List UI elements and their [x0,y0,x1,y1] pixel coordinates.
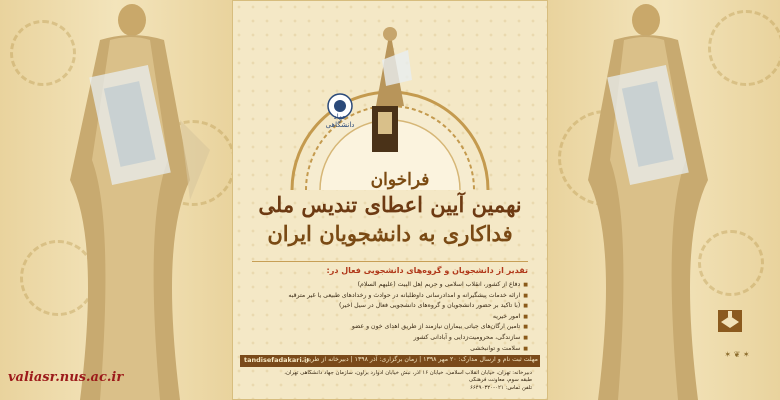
left-decor-panel [0,0,232,400]
list-item: ■ (با تاکید بر حضور دانشجویان و گروه‌های دانشجویی فعال در سیل اخیر) [252,301,528,312]
poster-title-line2: فداکاری به دانشجویان ایران [267,221,513,246]
divider [252,261,528,262]
poster-title-line1: نهمین آیین اعطای تندیس ملی [258,192,522,217]
trophy-statue-image [40,0,220,400]
list-item: ■ دفاع از کشور، انقلاب اسلامی و حریم اهل البیت (علیهم السلام) [252,280,528,291]
callout-heading: فراخوان [370,170,430,190]
book-emblem-icon [716,306,744,336]
ornamental-medallion [272,20,508,190]
trophy-statue-image [558,0,738,400]
list-item: ■ سلامت و توانبخشی [252,344,528,355]
phone-number: تلفن تماس: ۰۲۱-۶۶۴۹۰۳۲۰ [469,384,532,391]
list-item: ■ ارائه خدمات پیشگیرانه و امدادرسانی داوطلبانه در حوادث و رخدادهای طبیعی یا غیر مترقبه [252,291,528,302]
calligraphy-logo: ✶ ❦ ✶ [724,350,750,359]
address-line: دبیرخانه: تهران، خیابان انقلاب اسلامی، خیابان ۱۶ آذر، نبش خیابان ادوارد براون، سازمان جهاد دانشگاهی تهران، [284,370,532,376]
site-watermark[interactable]: valiasr.nus.ac.ir [8,370,124,385]
logo-caption: جهاد دانشگاهی [325,113,355,129]
deadline-text: مهلت ثبت نام و ارسال مدارک: ۲۰ مهر ۱۳۹۸ | زمان برگزاری: آذر ۱۳۹۸ | دبیرخانه از طریق: [302,356,538,363]
list-item: ■ سازندگی، محرومیت‌زدایی و آبادانی کشور [252,333,528,344]
secretariat-address [248,370,532,392]
list-item: ■ امور خیریه [252,312,528,323]
list-item: ■ تامین ارگان‌های حیاتی بیماران نیازمند از طریق اهدای خون و عضو [252,322,528,333]
section-heading: تقدیر از دانشجویان و گروه‌های دانشجویی فعال در: [326,266,528,275]
address-line: طبقه سوم، معاونت فرهنگی [468,377,532,384]
criteria-list [252,280,528,354]
right-decor-panel [548,0,780,400]
website-link[interactable]: tandisefadakari.ir [244,356,310,364]
